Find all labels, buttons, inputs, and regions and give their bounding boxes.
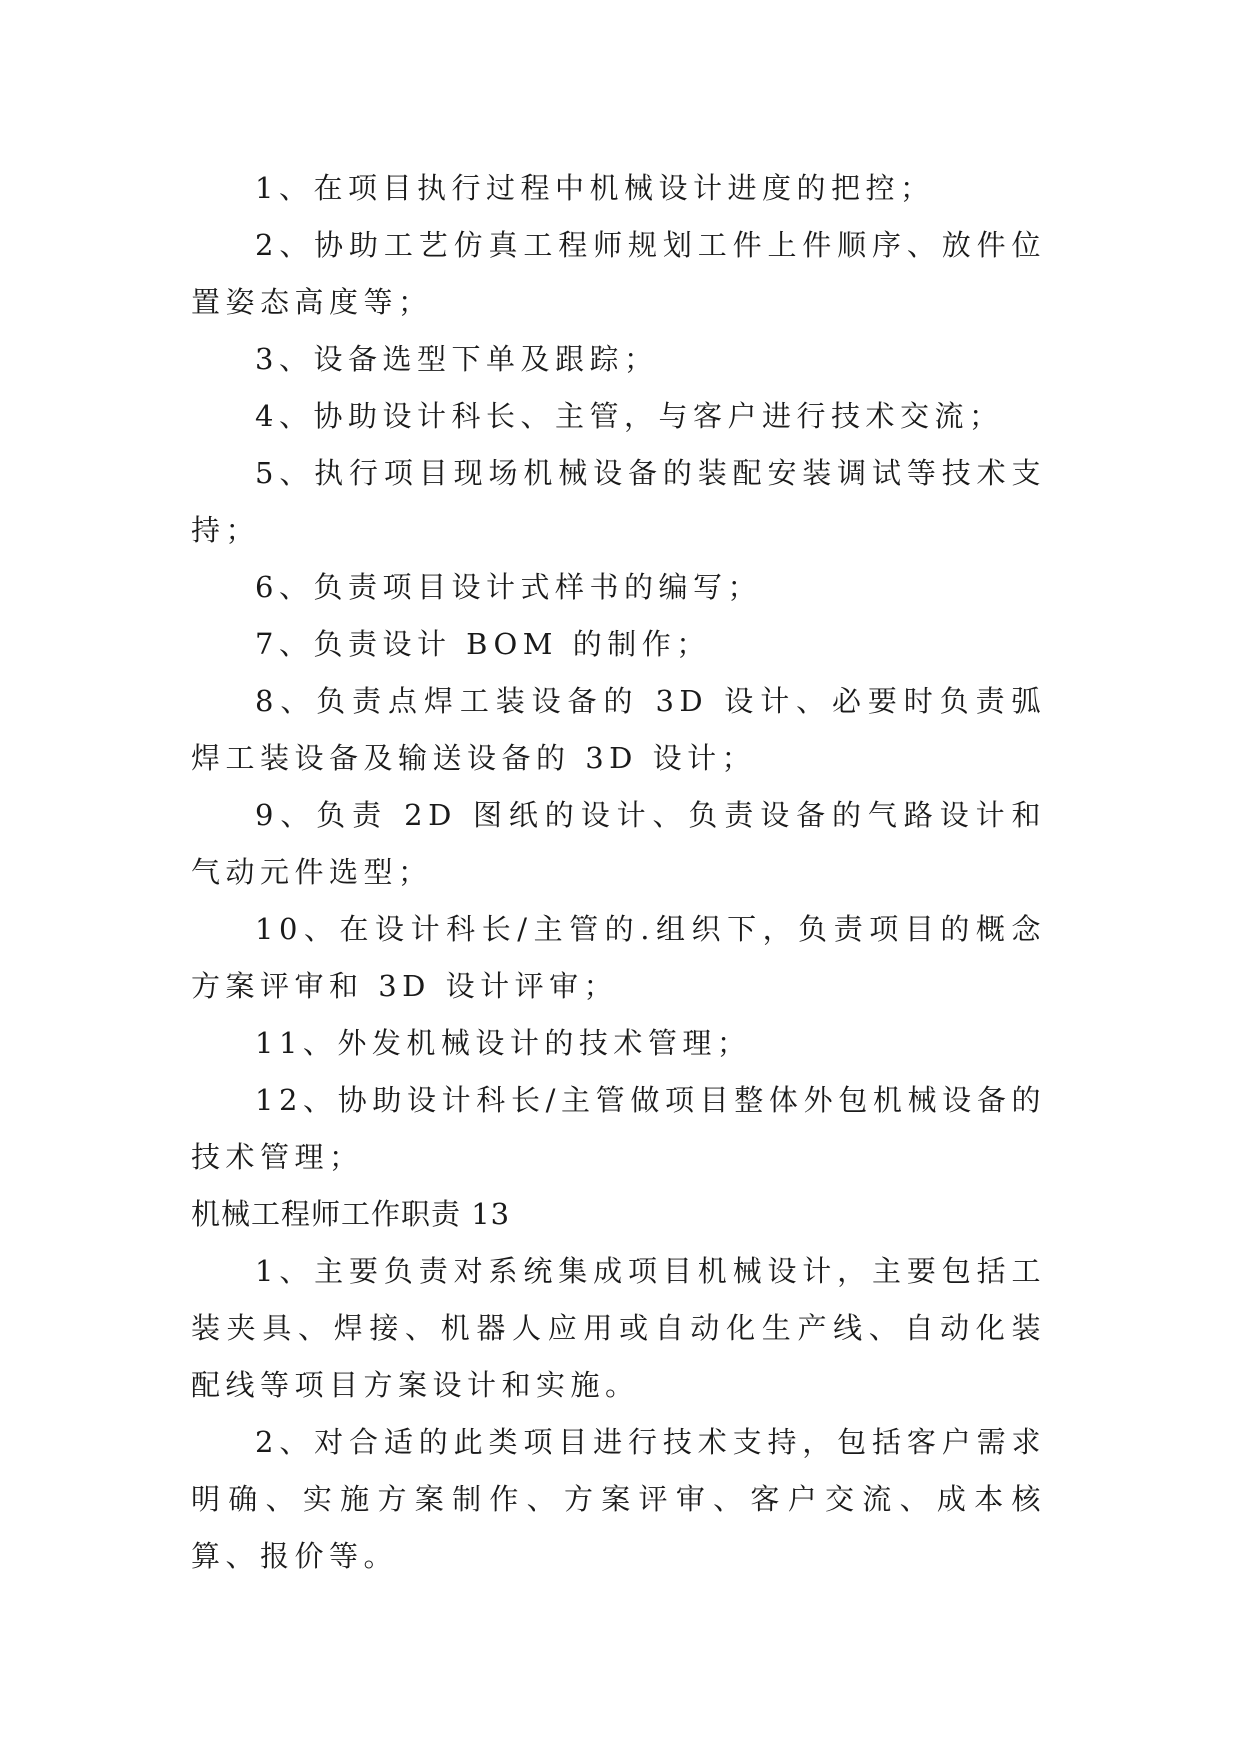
list-item: 2、协助工艺仿真工程师规划工件上件顺序、放件位置姿态高度等； [191, 228, 1046, 319]
section-heading: 机械工程师工作职责 13 [191, 1197, 511, 1231]
list-item: 8、负责点焊工装设备的 3D 设计、必要时负责弧焊工装设备及输送设备的 3D 设计； [191, 684, 1046, 775]
list-item: 12、协助设计科长/主管做项目整体外包机械设备的技术管理； [191, 1083, 1046, 1174]
list-item: 2、对合适的此类项目进行技术支持，包括客户需求明确、实施方案制作、方案评审、客户交流、成本核算、报价等。 [191, 1425, 1046, 1573]
list-item: 1、主要负责对系统集成项目机械设计，主要包括工装夹具、焊接、机器人应用或自动化生产线、自动化装配线等项目方案设计和实施。 [191, 1254, 1046, 1402]
list-item: 7、负责设计 BOM 的制作； [255, 627, 711, 661]
list-item: 4、协助设计科长、主管，与客户进行技术交流； [255, 399, 1004, 433]
list-item: 9、负责 2D 图纸的设计、负责设备的气路设计和气动元件选型； [191, 798, 1046, 889]
list-item: 3、设备选型下单及跟踪； [255, 342, 659, 376]
list-item: 10、在设计科长/主管的.组织下，负责项目的概念方案评审和 3D 设计评审； [191, 912, 1046, 1003]
document-page [191, 160, 1046, 1585]
list-item: 1、在项目执行过程中机械设计进度的把控； [255, 171, 935, 205]
list-item: 5、执行项目现场机械设备的装配安装调试等技术支持； [191, 456, 1046, 547]
list-item: 6、负责项目设计式样书的编写； [255, 570, 762, 604]
list-item: 11、外发机械设计的技术管理； [255, 1026, 752, 1060]
